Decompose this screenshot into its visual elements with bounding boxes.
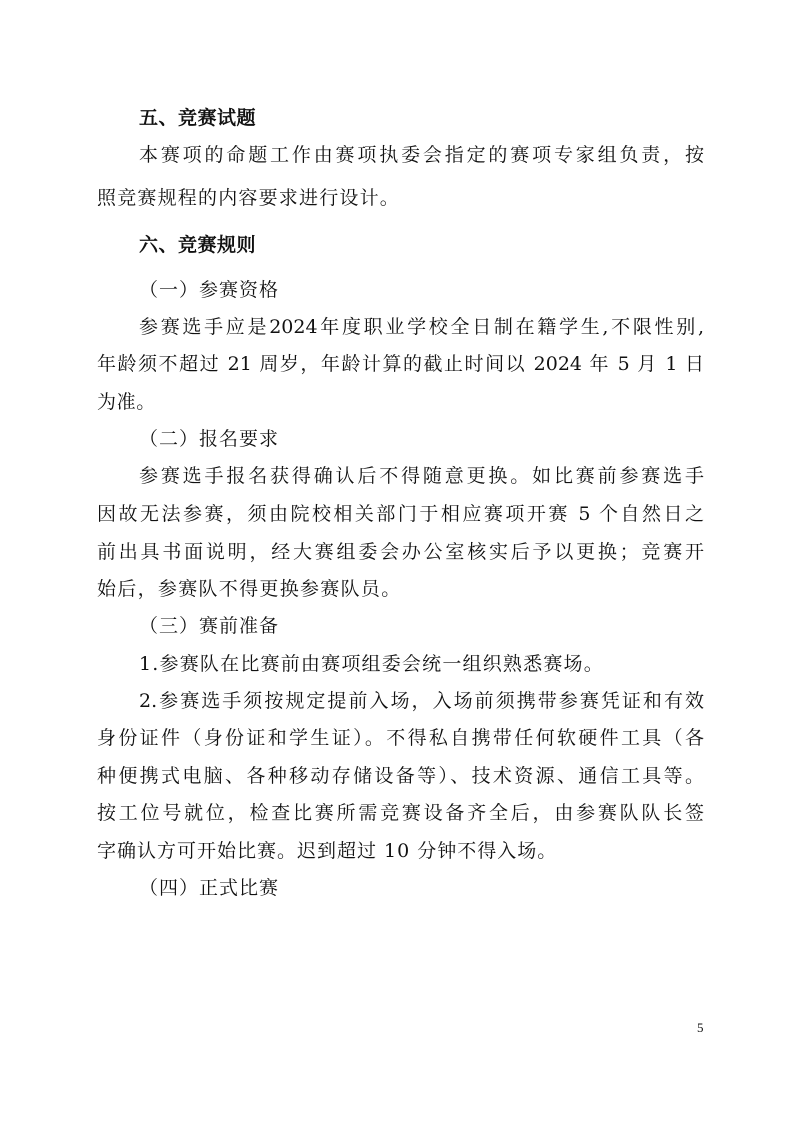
paragraph-line: 年龄须不超过 21 周岁，年龄计算的截止时间以 2024 年 5 月 1 日: [97, 353, 704, 375]
paragraph-line: 为准。: [97, 391, 156, 413]
paragraph-line: 按工位号就位，检查比赛所需竞赛设备齐全后，由参赛队队长签: [97, 802, 704, 824]
subsection-heading-eligibility: （一）参赛资格: [139, 279, 280, 301]
subsection-heading-formal-competition: （四）正式比赛: [139, 877, 280, 899]
page-number: 5: [697, 1020, 704, 1035]
paragraph-line: 身份证件（身份证和学生证）。不得私自携带任何软硬件工具（各: [97, 727, 704, 749]
paragraph-line: 本赛项的命题工作由赛项执委会指定的赛项专家组负责，按: [139, 144, 704, 166]
section-heading-competition-rules: 六、竞赛规则: [139, 234, 257, 256]
paragraph-line: 前出具书面说明，经大赛组委会办公室核实后予以更换；竞赛开: [97, 541, 704, 563]
paragraph-line: 参赛选手报名获得确认后不得随意更换。如比赛前参赛选手: [139, 465, 704, 487]
paragraph-line: 2.参赛选手须按规定提前入场，入场前须携带参赛凭证和有效: [139, 690, 704, 712]
subsection-heading-preparation: （三）赛前准备: [139, 615, 280, 637]
paragraph-line: 种便携式电脑、各种移动存储设备等）、技术资源、通信工具等。: [97, 765, 704, 787]
paragraph-line: 照竞赛规程的内容要求进行设计。: [97, 187, 401, 209]
paragraph-line: 参赛选手应是2024年度职业学校全日制在籍学生,不限性别,: [139, 316, 704, 338]
paragraph-line: 因故无法参赛，须由院校相关部门于相应赛项开赛 5 个自然日之: [97, 503, 704, 525]
list-item: 1.参赛队在比赛前由赛项组委会统一组织熟悉赛场。: [139, 653, 604, 675]
paragraph-line: 始后，参赛队不得更换参赛队员。: [97, 578, 402, 600]
section-heading-competition-questions: 五、竞赛试题: [139, 107, 257, 129]
subsection-heading-registration: （二）报名要求: [139, 428, 280, 450]
paragraph-line: 字确认方可开始比赛。迟到超过 10 分钟不得入场。: [97, 840, 558, 862]
